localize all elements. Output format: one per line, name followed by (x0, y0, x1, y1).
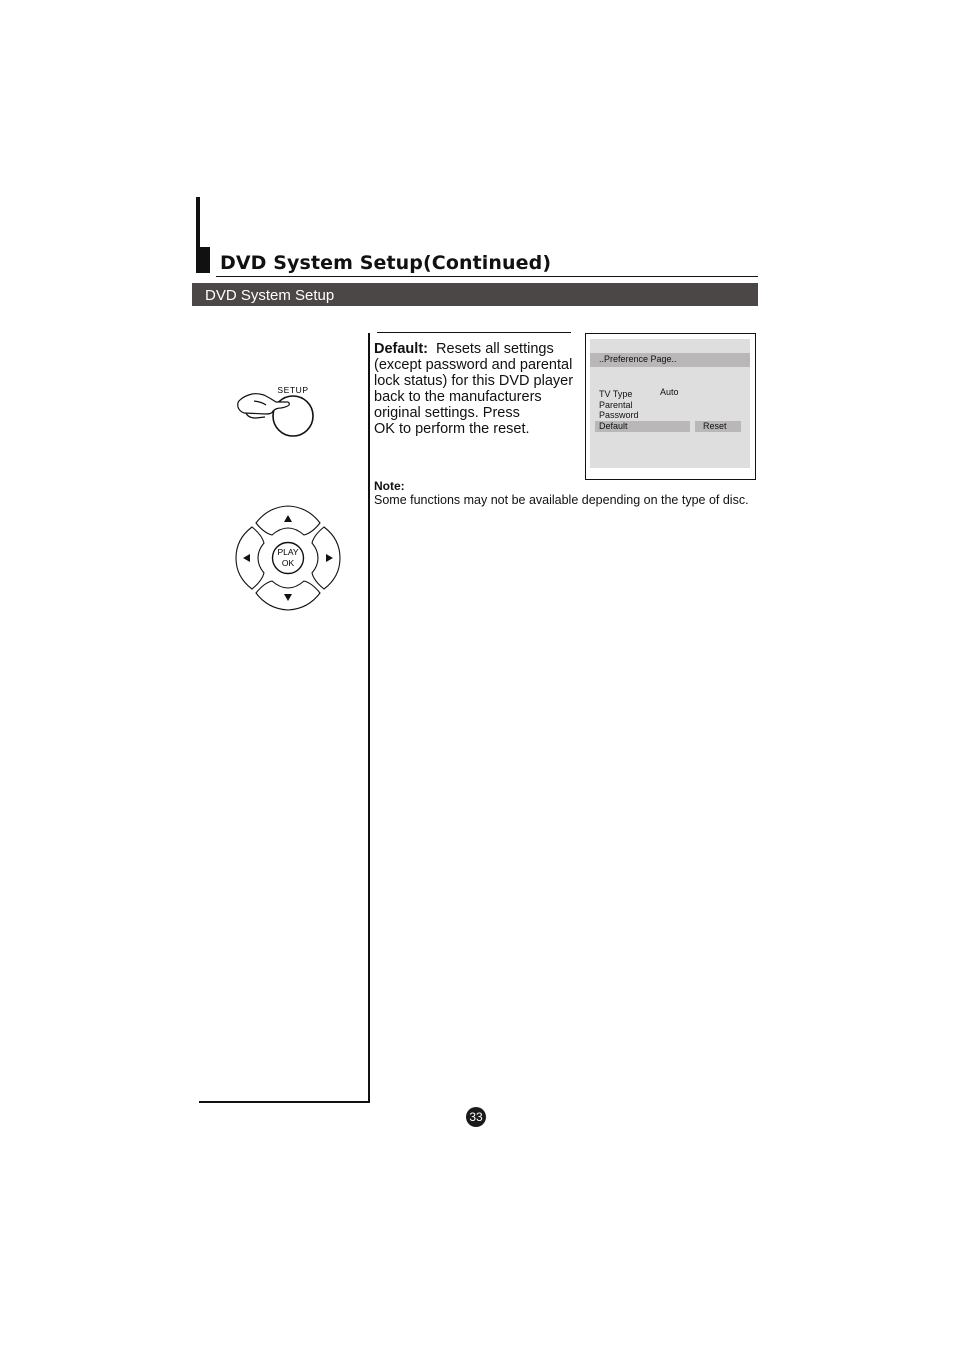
default-line-3: lock status) for this DVD player (374, 373, 574, 389)
osd-row-label: Default (599, 421, 628, 431)
osd-row-value: Reset (703, 421, 727, 431)
default-line-4: back to the manufacturers (374, 389, 542, 405)
setup-label: SETUP (277, 385, 309, 395)
default-description (374, 341, 579, 437)
navigation-pad-illustration (232, 503, 344, 618)
default-line-1: Resets all settings (436, 341, 554, 357)
setup-button-illustration (232, 380, 322, 447)
default-line-2: (except password and parental (374, 357, 573, 373)
setup-button-icon (232, 380, 322, 442)
default-heading: Default: (374, 341, 428, 357)
default-line-5: original settings. Press (374, 405, 520, 421)
osd-row-label: TV Type (599, 389, 633, 399)
note-label: Note: (374, 479, 405, 493)
page-number: 33 (466, 1107, 486, 1127)
default-line-6: OK to perform the reset. (374, 421, 530, 437)
play-label: PLAY (277, 547, 299, 557)
osd-row-label: Parental (599, 400, 633, 410)
title-underline (216, 276, 758, 277)
note-text: Some functions may not be available depending on the type of disc. (374, 493, 749, 507)
title-accent-block (196, 247, 210, 273)
osd-row-value: Auto (660, 387, 679, 397)
section-label: DVD System Setup (205, 287, 335, 304)
osd-page-title: ..Preference Page.. (599, 354, 677, 364)
navigation-pad-icon (232, 503, 344, 613)
osd-row-label: Password (599, 410, 639, 420)
bottom-rule (199, 1101, 370, 1103)
column-divider (368, 333, 370, 1103)
page-title: DVD System Setup(Continued) (220, 252, 552, 274)
ok-label: OK (281, 558, 295, 568)
text-top-rule (377, 332, 571, 333)
